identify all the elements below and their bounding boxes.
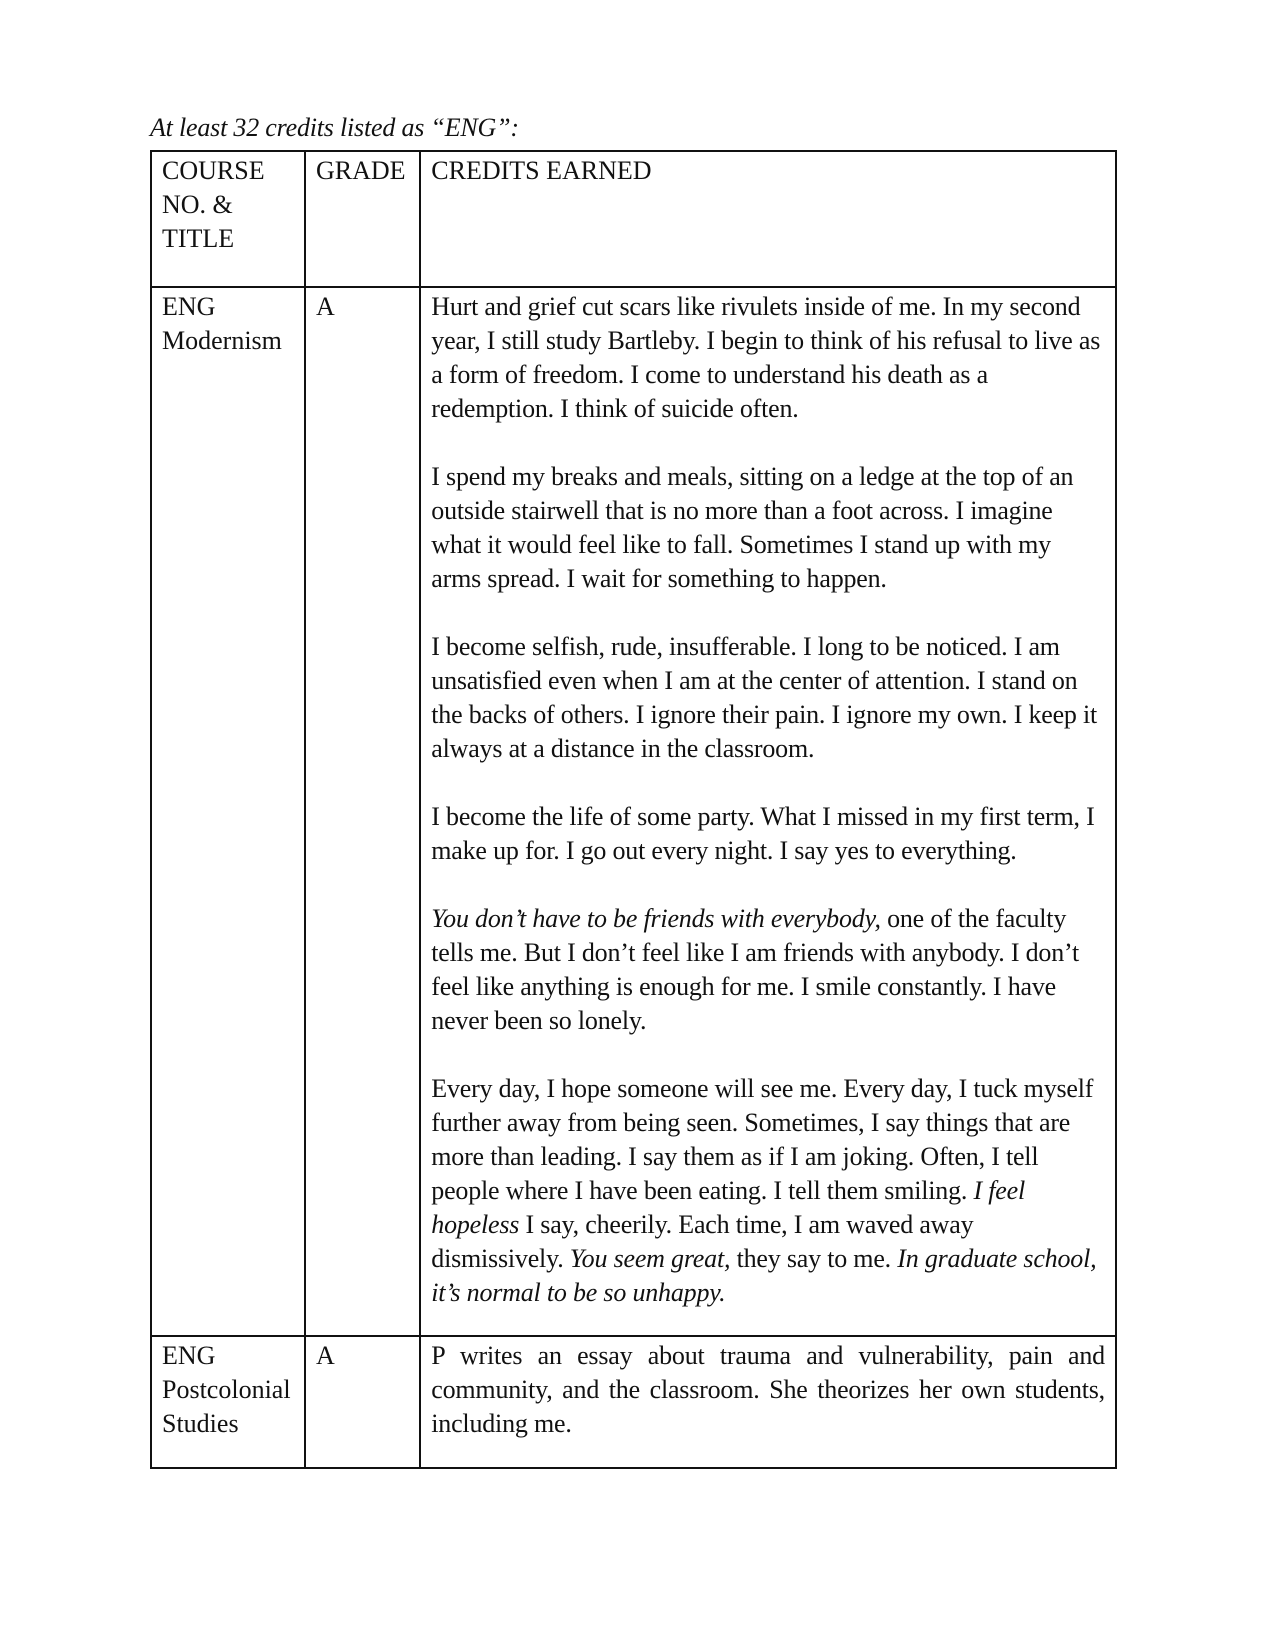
header-course: [151, 151, 305, 287]
credits-cell: [420, 1336, 1116, 1468]
paragraph-text: they say to me.: [730, 1244, 898, 1273]
course-cell: [151, 287, 305, 1336]
credits-paragraph: [431, 800, 1105, 868]
course-line: ENG: [162, 292, 216, 321]
paragraph-text: P writes an essay about trauma and vulnerability, pain and community, and the classroom. She theorizes her own students, including me.: [431, 1341, 1105, 1438]
table-header-row: [151, 151, 1116, 287]
header-course-line: TITLE: [162, 224, 235, 253]
course-line: Postcolonial: [162, 1375, 291, 1404]
credits-paragraph: [431, 902, 1105, 1038]
credits-paragraph: [431, 1339, 1105, 1441]
credits-paragraph: [431, 290, 1105, 426]
credits-cell: [420, 287, 1116, 1336]
credits-paragraph: [431, 630, 1105, 766]
credits-table: [150, 150, 1117, 1469]
paragraph-text: Hurt and grief cut scars like rivulets inside of me. In my second year, I still study Bartleby. I begin to think of his refusal to live as a form of freedom. I come to understand his death as a redemption. I think of suicide often.: [431, 292, 1101, 423]
course-line: ENG: [162, 1341, 216, 1370]
table-row-modernism: [151, 287, 1116, 1336]
paragraph-text: I say, cheerily. Each time, I am waved away dismissively.: [431, 1210, 974, 1273]
course-cell: [151, 1336, 305, 1468]
italic-text: You don’t have to be friends with everybody,: [431, 904, 881, 933]
paragraph-text: one of the faculty tells me. But I don’t feel like I am friends with anybody. I don’t feel like anything is enough for me. I smile constantly. I have never been so lonely.: [431, 904, 1080, 1035]
header-grade: GRADE: [305, 151, 420, 287]
paragraph-text: Every day, I hope someone will see me. Every day, I tuck myself further away from being seen. Sometimes, I say things that are more than leading. I say them as if I am joking. Often, I tell people where I have been eating. I tell them smiling.: [431, 1074, 1094, 1205]
italic-text: I feel hopeless: [431, 1176, 1025, 1239]
credits-paragraph: [431, 460, 1105, 596]
credits-paragraph: [431, 1072, 1105, 1310]
grade-cell: A: [305, 1336, 420, 1468]
grade-cell: A: [305, 287, 420, 1336]
course-line: Modernism: [162, 326, 282, 355]
paragraph-text: I become the life of some party. What I missed in my first term, I make up for. I go out every night. I say yes to everything.: [431, 802, 1095, 865]
course-line: Studies: [162, 1409, 239, 1438]
paragraph-text: I spend my breaks and meals, sitting on a ledge at the top of an outside stairwell that is no more than a foot across. I imagine what it would feel like to fall. Sometimes I stand up with my arms spread. I wait for something to happen.: [431, 462, 1074, 593]
paragraph-text: I become selfish, rude, insufferable. I long to be noticed. I am unsatisfied even when I am at the center of attention. I stand on the backs of others. I ignore their pain. I ignore my own. I keep it always at a distance in the classroom.: [431, 632, 1098, 763]
header-credits: CREDITS EARNED: [420, 151, 1116, 287]
header-course-line: NO. &: [162, 190, 233, 219]
italic-text: In graduate school, it’s normal to be so unhappy.: [431, 1244, 1097, 1307]
header-course-line: COURSE: [162, 156, 265, 185]
table-row-postcolonial: [151, 1336, 1116, 1468]
page-heading: At least 32 credits listed as “ENG”:: [150, 113, 519, 142]
italic-text: You seem great,: [569, 1244, 731, 1273]
